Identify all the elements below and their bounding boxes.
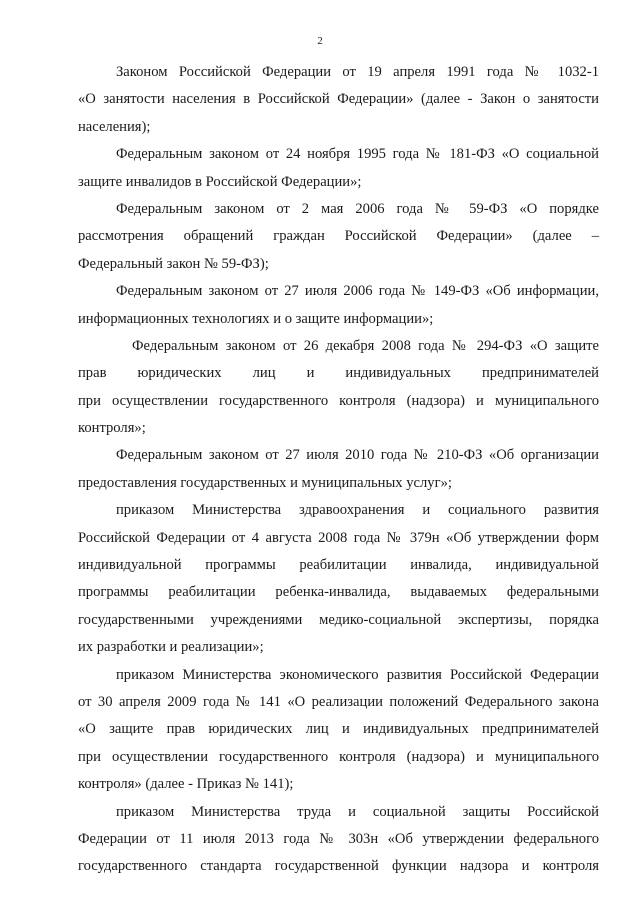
text-line: Федеральным законом от 2 мая 2006 года № 59-ФЗ «О порядке bbox=[116, 200, 599, 217]
text-line: Федеральным законом от 24 ноября 1995 года № 181-ФЗ «О социальной bbox=[116, 146, 599, 163]
text-line: «О защите прав юридических лиц и индивидуальных предпринимателей bbox=[78, 721, 599, 738]
text-line: «О занятости населения в Российской Федерации» (далее - Закон о занятости bbox=[78, 91, 599, 108]
text-line: Законом Российской Федерации от 19 апреля 1991 года № 1032-1 bbox=[116, 64, 599, 80]
document-body bbox=[78, 59, 599, 881]
text-line: Федеральным законом от 27 июля 2010 года № 210-ФЗ «Об организации bbox=[116, 447, 599, 464]
text-line: их разработки и реализации»; bbox=[78, 639, 264, 656]
text-line: приказом Министерства труда и социальной защиты Российской bbox=[116, 803, 599, 820]
text-line: Федеральным законом от 26 декабря 2008 года № 294-ФЗ «О защите bbox=[132, 337, 599, 354]
text-line: от 30 апреля 2009 года № 141 «О реализации положений Федерального закона bbox=[78, 693, 599, 710]
text-line: Федеральным законом от 27 июля 2006 года № 149-ФЗ «Об информации, bbox=[116, 283, 599, 300]
text-line: контроля»; bbox=[78, 420, 146, 437]
text-line: приказом Министерства экономического развития Российской Федерации bbox=[116, 666, 599, 683]
text-line: при осуществлении государственного контроля (надзора) и муниципального bbox=[78, 748, 599, 765]
text-line: рассмотрения обращений граждан Российской Федерации» (далее – bbox=[78, 228, 599, 245]
text-line: Федеральный закон № 59-ФЗ); bbox=[78, 255, 269, 272]
text-line: Федерации от 11 июля 2013 года № 303н «Об утверждении федерального bbox=[78, 830, 599, 847]
text-line: защите инвалидов в Российской Федерации»; bbox=[78, 173, 362, 190]
text-line: информационных технологиях и о защите информации»; bbox=[78, 310, 434, 327]
text-line: при осуществлении государственного контроля (надзора) и муниципального bbox=[78, 392, 599, 409]
text-line: прав юридических лиц и индивидуальных предпринимателей bbox=[78, 365, 599, 382]
text-line: индивидуальной программы реабилитации инвалида, индивидуальной bbox=[78, 557, 599, 574]
text-line: населения); bbox=[78, 118, 151, 135]
text-line: программы реабилитации ребенка-инвалида, выдаваемых федеральными bbox=[78, 584, 599, 601]
page-number: 2 bbox=[317, 35, 323, 47]
text-line: приказом Министерства здравоохранения и социального развития bbox=[116, 502, 599, 519]
text-line: предоставления государственных и муниципальных услуг»; bbox=[78, 474, 452, 491]
text-line: государственными учреждениями медико-социальной экспертизы, порядка bbox=[78, 611, 599, 628]
text-line: контроля» (далее - Приказ № 141); bbox=[78, 776, 294, 793]
text-line: Российской Федерации от 4 августа 2008 года № 379н «Об утверждении форм bbox=[78, 529, 599, 546]
text-line: государственного стандарта государственной функции надзора и контроля bbox=[78, 858, 599, 875]
